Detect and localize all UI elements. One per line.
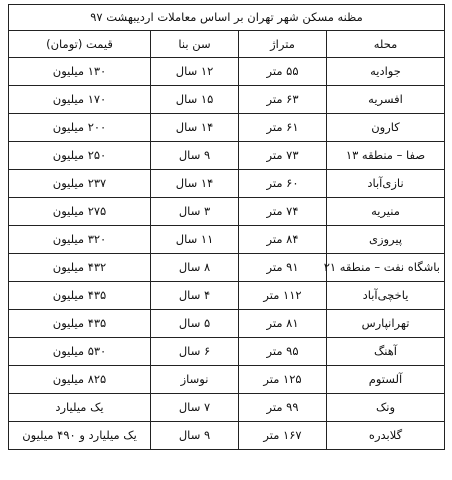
cell-neighborhood: کارون <box>327 114 445 142</box>
cell-price: ۲۳۷ میلیون <box>9 170 151 198</box>
cell-price: یک میلیارد <box>9 394 151 422</box>
cell-building-age: ۶ سال <box>151 338 239 366</box>
cell-building-age: ۱۱ سال <box>151 226 239 254</box>
cell-neighborhood: گلابدره <box>327 422 445 450</box>
cell-neighborhood: تهرانپارس <box>327 310 445 338</box>
cell-area: ۹۱ متر <box>239 254 327 282</box>
table-row <box>9 422 445 450</box>
cell-area: ۶۳ متر <box>239 86 327 114</box>
cell-area: ۷۴ متر <box>239 198 327 226</box>
cell-building-age: ۹ سال <box>151 422 239 450</box>
cell-neighborhood: آلستوم <box>327 366 445 394</box>
cell-building-age: ۱۴ سال <box>151 170 239 198</box>
cell-building-age: ۵ سال <box>151 310 239 338</box>
table-row <box>9 338 445 366</box>
header-price: قیمت (تومان) <box>9 31 151 58</box>
cell-area: ۱۶۷ متر <box>239 422 327 450</box>
cell-area: ۱۱۲ متر <box>239 282 327 310</box>
cell-price: ۳۲۰ میلیون <box>9 226 151 254</box>
cell-price: ۲۵۰ میلیون <box>9 142 151 170</box>
table-row <box>9 226 445 254</box>
cell-price: ۵۳۰ میلیون <box>9 338 151 366</box>
cell-neighborhood: آهنگ <box>327 338 445 366</box>
cell-building-age: ۱۵ سال <box>151 86 239 114</box>
table-row <box>9 170 445 198</box>
header-row <box>9 31 445 58</box>
cell-building-age: ۹ سال <box>151 142 239 170</box>
cell-neighborhood: افسریه <box>327 86 445 114</box>
cell-area: ۹۹ متر <box>239 394 327 422</box>
cell-building-age: ۱۴ سال <box>151 114 239 142</box>
cell-area: ۸۴ متر <box>239 226 327 254</box>
table-row <box>9 310 445 338</box>
cell-neighborhood: ونک <box>327 394 445 422</box>
cell-building-age: ۴ سال <box>151 282 239 310</box>
cell-building-age: نوساز <box>151 366 239 394</box>
header-neighborhood: محله <box>327 31 445 58</box>
header-area: متراژ <box>239 31 327 58</box>
table-row <box>9 366 445 394</box>
housing-price-document <box>8 4 444 474</box>
cell-building-age: ۸ سال <box>151 254 239 282</box>
table-row <box>9 282 445 310</box>
table-row <box>9 142 445 170</box>
cell-neighborhood: باشگاه نفت – منطقه ۲۱ <box>327 254 445 282</box>
table-row <box>9 394 445 422</box>
cell-neighborhood: منیریه <box>327 198 445 226</box>
header-building-age: سن بنا <box>151 31 239 58</box>
cell-area: ۷۳ متر <box>239 142 327 170</box>
housing-price-table <box>8 4 445 450</box>
cell-area: ۱۲۵ متر <box>239 366 327 394</box>
cell-price: ۴۳۲ میلیون <box>9 254 151 282</box>
cell-price: یک میلیارد و ۴۹۰ میلیون <box>9 422 151 450</box>
table-row <box>9 114 445 142</box>
cell-area: ۶۱ متر <box>239 114 327 142</box>
cell-area: ۶۰ متر <box>239 170 327 198</box>
cell-neighborhood: صفا – منطقه ۱۳ <box>327 142 445 170</box>
cell-price: ۴۳۵ میلیون <box>9 310 151 338</box>
cell-building-age: ۷ سال <box>151 394 239 422</box>
table-body <box>9 58 445 450</box>
cell-area: ۹۵ متر <box>239 338 327 366</box>
cell-price: ۱۷۰ میلیون <box>9 86 151 114</box>
table-row <box>9 198 445 226</box>
cell-neighborhood: یاخچی‌آباد <box>327 282 445 310</box>
table-row <box>9 254 445 282</box>
cell-building-age: ۱۲ سال <box>151 58 239 86</box>
cell-building-age: ۳ سال <box>151 198 239 226</box>
cell-neighborhood: نازی‌آباد <box>327 170 445 198</box>
table-row <box>9 86 445 114</box>
cell-neighborhood: پیروزی <box>327 226 445 254</box>
cell-area: ۵۵ متر <box>239 58 327 86</box>
cell-price: ۱۳۰ میلیون <box>9 58 151 86</box>
cell-area: ۸۱ متر <box>239 310 327 338</box>
cell-neighborhood: جوادیه <box>327 58 445 86</box>
cell-price: ۸۲۵ میلیون <box>9 366 151 394</box>
cell-price: ۲۷۵ میلیون <box>9 198 151 226</box>
table-row <box>9 58 445 86</box>
table-title: مظنه مسکن شهر تهران بر اساس معاملات اردیبهشت ۹۷ <box>9 5 445 31</box>
cell-price: ۴۳۵ میلیون <box>9 282 151 310</box>
cell-price: ۲۰۰ میلیون <box>9 114 151 142</box>
